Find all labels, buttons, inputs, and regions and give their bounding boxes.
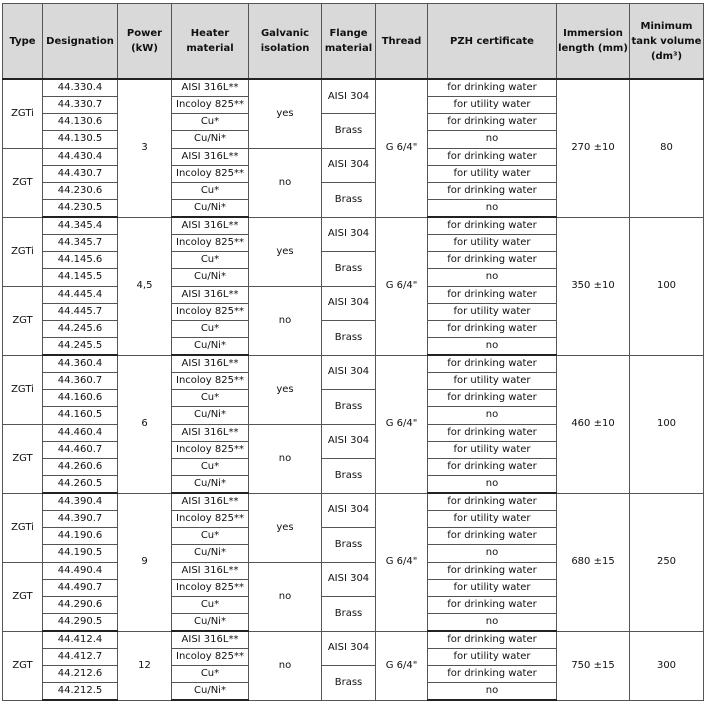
designation-cell: 44.160.6 (43, 390, 118, 407)
galvanic-isolation-cell: no (249, 286, 322, 355)
table-row (3, 493, 704, 510)
thread-cell: G 6/4" (376, 79, 428, 217)
flange-material-cell: Brass (322, 183, 376, 218)
heater-material-cell: Incoloy 825** (172, 510, 249, 527)
flange-material-cell: Brass (322, 114, 376, 149)
heater-material-cell: Incoloy 825** (172, 441, 249, 458)
pzh-certificate-cell: for drinking water (428, 148, 557, 165)
immersion-length-cell: 460 ±10 (557, 355, 630, 493)
table-body (3, 79, 704, 700)
heater-material-cell: Cu* (172, 321, 249, 338)
designation-cell: 44.490.7 (43, 579, 118, 596)
designation-cell: 44.460.4 (43, 424, 118, 441)
header-thread: Thread (376, 4, 428, 80)
designation-cell: 44.445.4 (43, 286, 118, 303)
table-row (3, 217, 704, 234)
heater-material-cell: Cu* (172, 528, 249, 545)
power-cell: 3 (118, 79, 172, 217)
pzh-certificate-cell: for drinking water (428, 597, 557, 614)
pzh-certificate-cell: for drinking water (428, 183, 557, 200)
heater-material-cell: Incoloy 825** (172, 96, 249, 113)
flange-material-cell: AISI 304 (322, 217, 376, 252)
pzh-certificate-cell: for utility water (428, 579, 557, 596)
designation-cell: 44.290.5 (43, 614, 118, 631)
pzh-certificate-cell: for drinking water (428, 217, 557, 234)
heater-material-cell: Cu/Ni* (172, 269, 249, 286)
pzh-certificate-cell: for utility water (428, 96, 557, 113)
pzh-certificate-cell: for drinking water (428, 286, 557, 303)
designation-cell: 44.245.6 (43, 321, 118, 338)
power-cell: 12 (118, 631, 172, 700)
flange-material-cell: AISI 304 (322, 424, 376, 459)
type-cell: ZGT (3, 148, 43, 217)
thread-cell: G 6/4" (376, 493, 428, 631)
pzh-certificate-cell: for drinking water (428, 390, 557, 407)
header-min-tank-volume: Minimum tank volume (dm³) (630, 4, 704, 80)
designation-cell: 44.430.7 (43, 165, 118, 182)
flange-material-cell: AISI 304 (322, 286, 376, 321)
flange-material-cell: Brass (322, 666, 376, 701)
designation-cell: 44.345.4 (43, 217, 118, 234)
heater-material-cell: Incoloy 825** (172, 165, 249, 182)
heater-material-cell: Incoloy 825** (172, 303, 249, 320)
designation-cell: 44.160.5 (43, 407, 118, 424)
galvanic-isolation-cell: yes (249, 355, 322, 424)
table-row (3, 355, 704, 372)
pzh-certificate-cell: no (428, 476, 557, 493)
heater-material-cell: AISI 316L** (172, 424, 249, 441)
pzh-certificate-cell: no (428, 683, 557, 700)
pzh-certificate-cell: for drinking water (428, 321, 557, 338)
pzh-certificate-cell: for utility water (428, 372, 557, 389)
table-row (3, 631, 704, 648)
type-cell: ZGT (3, 424, 43, 493)
min-tank-volume-cell: 80 (630, 79, 704, 217)
power-cell: 4,5 (118, 217, 172, 355)
flange-material-cell: AISI 304 (322, 355, 376, 390)
type-cell: ZGT (3, 286, 43, 355)
type-cell: ZGTi (3, 79, 43, 148)
pzh-certificate-cell: for drinking water (428, 631, 557, 648)
pzh-certificate-cell: for utility water (428, 648, 557, 665)
type-cell: ZGTi (3, 493, 43, 562)
galvanic-isolation-cell: yes (249, 493, 322, 562)
designation-cell: 44.190.6 (43, 528, 118, 545)
galvanic-isolation-cell: yes (249, 217, 322, 286)
min-tank-volume-cell: 100 (630, 217, 704, 355)
flange-material-cell: AISI 304 (322, 631, 376, 666)
min-tank-volume-cell: 250 (630, 493, 704, 631)
header-flange-material: Flange material (322, 4, 376, 80)
pzh-certificate-cell: no (428, 200, 557, 217)
galvanic-isolation-cell: no (249, 424, 322, 493)
header-heater-material: Heater material (172, 4, 249, 80)
heater-material-cell: AISI 316L** (172, 217, 249, 234)
heater-material-cell: Cu/Ni* (172, 338, 249, 355)
power-cell: 6 (118, 355, 172, 493)
thread-cell: G 6/4" (376, 217, 428, 355)
table-row (3, 79, 704, 96)
galvanic-isolation-cell: yes (249, 79, 322, 148)
designation-cell: 44.345.7 (43, 234, 118, 251)
designation-cell: 44.430.4 (43, 148, 118, 165)
designation-cell: 44.245.5 (43, 338, 118, 355)
pzh-certificate-cell: for drinking water (428, 666, 557, 683)
designation-cell: 44.490.4 (43, 562, 118, 579)
type-cell: ZGTi (3, 217, 43, 286)
designation-cell: 44.360.7 (43, 372, 118, 389)
heater-material-cell: Cu/Ni* (172, 476, 249, 493)
galvanic-isolation-cell: no (249, 631, 322, 700)
pzh-certificate-cell: no (428, 338, 557, 355)
flange-material-cell: Brass (322, 321, 376, 356)
immersion-length-cell: 680 ±15 (557, 493, 630, 631)
pzh-certificate-cell: no (428, 545, 557, 562)
heater-material-cell: Cu/Ni* (172, 545, 249, 562)
immersion-length-cell: 750 ±15 (557, 631, 630, 700)
pzh-certificate-cell: for drinking water (428, 493, 557, 510)
designation-cell: 44.390.7 (43, 510, 118, 527)
galvanic-isolation-cell: no (249, 148, 322, 217)
flange-material-cell: Brass (322, 459, 376, 494)
header-immersion-length: Immersion length (mm) (557, 4, 630, 80)
type-cell: ZGT (3, 562, 43, 631)
designation-cell: 44.390.4 (43, 493, 118, 510)
flange-material-cell: Brass (322, 528, 376, 563)
designation-cell: 44.412.7 (43, 648, 118, 665)
heater-material-cell: Cu* (172, 252, 249, 269)
min-tank-volume-cell: 100 (630, 355, 704, 493)
pzh-certificate-cell: for drinking water (428, 114, 557, 131)
type-cell: ZGT (3, 631, 43, 700)
designation-cell: 44.130.5 (43, 131, 118, 148)
heater-material-cell: Cu/Ni* (172, 131, 249, 148)
heater-material-cell: Cu/Ni* (172, 407, 249, 424)
designation-cell: 44.290.6 (43, 597, 118, 614)
specification-table (2, 3, 704, 701)
heater-material-cell: AISI 316L** (172, 493, 249, 510)
designation-cell: 44.212.5 (43, 683, 118, 700)
header-type: Type (3, 4, 43, 80)
header-power: Power (kW) (118, 4, 172, 80)
pzh-certificate-cell: no (428, 269, 557, 286)
flange-material-cell: Brass (322, 252, 376, 287)
power-cell: 9 (118, 493, 172, 631)
pzh-certificate-cell: for utility water (428, 234, 557, 251)
designation-cell: 44.412.4 (43, 631, 118, 648)
immersion-length-cell: 270 ±10 (557, 79, 630, 217)
heater-material-cell: Incoloy 825** (172, 579, 249, 596)
heater-material-cell: Cu* (172, 597, 249, 614)
heater-material-cell: Incoloy 825** (172, 372, 249, 389)
designation-cell: 44.212.6 (43, 666, 118, 683)
pzh-certificate-cell: for drinking water (428, 459, 557, 476)
immersion-length-cell: 350 ±10 (557, 217, 630, 355)
thread-cell: G 6/4" (376, 355, 428, 493)
heater-material-cell: Cu* (172, 183, 249, 200)
heater-material-cell: Incoloy 825** (172, 234, 249, 251)
designation-cell: 44.330.7 (43, 96, 118, 113)
header-row (3, 4, 704, 80)
designation-cell: 44.190.5 (43, 545, 118, 562)
pzh-certificate-cell: for utility water (428, 441, 557, 458)
pzh-certificate-cell: for drinking water (428, 252, 557, 269)
designation-cell: 44.260.5 (43, 476, 118, 493)
min-tank-volume-cell: 300 (630, 631, 704, 700)
designation-cell: 44.145.6 (43, 252, 118, 269)
heater-material-cell: Cu* (172, 666, 249, 683)
pzh-certificate-cell: no (428, 407, 557, 424)
heater-material-cell: Cu* (172, 459, 249, 476)
heater-material-cell: Cu/Ni* (172, 683, 249, 700)
designation-cell: 44.330.4 (43, 79, 118, 96)
designation-cell: 44.230.5 (43, 200, 118, 217)
heater-material-cell: AISI 316L** (172, 148, 249, 165)
pzh-certificate-cell: for drinking water (428, 424, 557, 441)
flange-material-cell: Brass (322, 597, 376, 632)
heater-material-cell: AISI 316L** (172, 631, 249, 648)
designation-cell: 44.230.6 (43, 183, 118, 200)
designation-cell: 44.460.7 (43, 441, 118, 458)
pzh-certificate-cell: for utility water (428, 165, 557, 182)
designation-cell: 44.130.6 (43, 114, 118, 131)
pzh-certificate-cell: for drinking water (428, 528, 557, 545)
heater-material-cell: Incoloy 825** (172, 648, 249, 665)
pzh-certificate-cell: for drinking water (428, 355, 557, 372)
pzh-certificate-cell: for utility water (428, 510, 557, 527)
flange-material-cell: Brass (322, 390, 376, 425)
heater-material-cell: AISI 316L** (172, 562, 249, 579)
type-cell: ZGTi (3, 355, 43, 424)
flange-material-cell: AISI 304 (322, 562, 376, 597)
flange-material-cell: AISI 304 (322, 148, 376, 183)
heater-material-cell: Cu* (172, 390, 249, 407)
pzh-certificate-cell: for drinking water (428, 562, 557, 579)
heater-material-cell: AISI 316L** (172, 286, 249, 303)
designation-cell: 44.145.5 (43, 269, 118, 286)
designation-cell: 44.360.4 (43, 355, 118, 372)
header-pzh-certificate: PZH certificate (428, 4, 557, 80)
pzh-certificate-cell: for utility water (428, 303, 557, 320)
header-galvanic-isolation: Galvanic isolation (249, 4, 322, 80)
flange-material-cell: AISI 304 (322, 79, 376, 114)
flange-material-cell: AISI 304 (322, 493, 376, 528)
heater-material-cell: AISI 316L** (172, 79, 249, 96)
galvanic-isolation-cell: no (249, 562, 322, 631)
pzh-certificate-cell: no (428, 131, 557, 148)
heater-material-cell: Cu/Ni* (172, 614, 249, 631)
heater-material-cell: AISI 316L** (172, 355, 249, 372)
thread-cell: G 6/4" (376, 631, 428, 700)
designation-cell: 44.445.7 (43, 303, 118, 320)
designation-cell: 44.260.6 (43, 459, 118, 476)
pzh-certificate-cell: no (428, 614, 557, 631)
header-designation: Designation (43, 4, 118, 80)
heater-material-cell: Cu* (172, 114, 249, 131)
heater-material-cell: Cu/Ni* (172, 200, 249, 217)
pzh-certificate-cell: for drinking water (428, 79, 557, 96)
